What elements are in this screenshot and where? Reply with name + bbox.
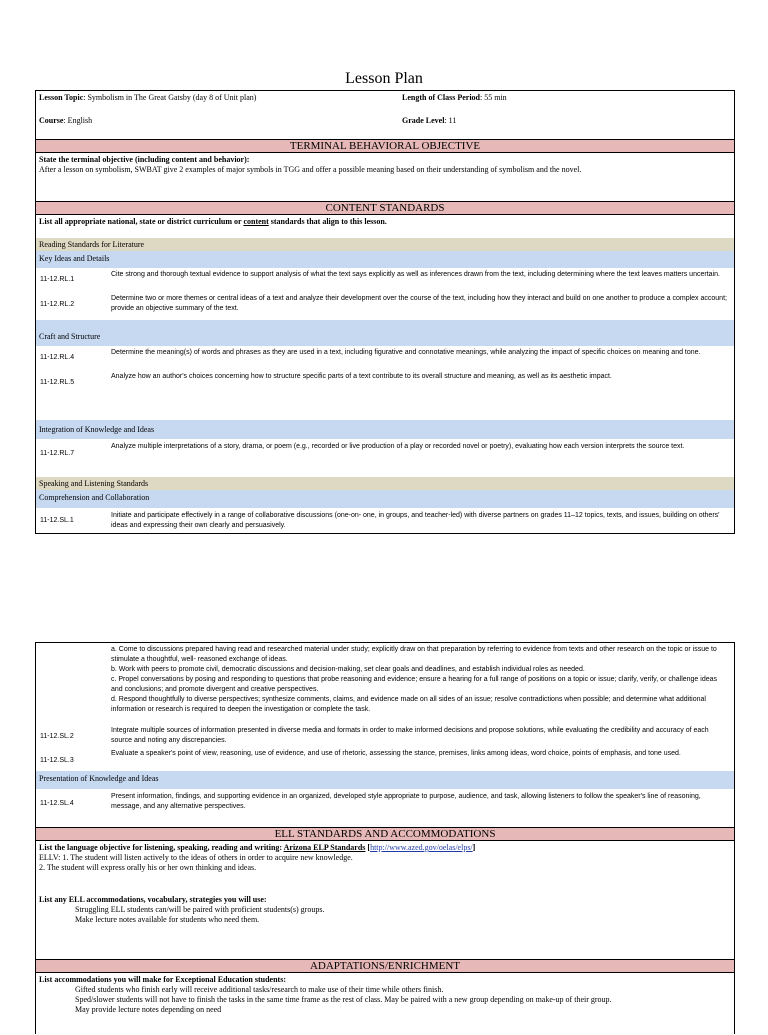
standard-subpoint: a. Come to discussions prepared having read and researched material under study; explicitly draw on that preparation by referring to evidence from texts and other research on the topic or issue to stimulate a thoughtful, well- reasoned exchange of ideas. b. Work with peers to promote civil, democratic discussions and decision-making, set clear goals and deadlines, and establish individual roles as needed. c. Propel conversations by posing and responding to questions that probe reasoning and evidence; ensure a hearing for a full range of positions on a topic or issue; clarify, verify, or challenge ideas and conclusions; and promote divergent and creative perspectives. d. Respond thoughtfully to diverse perspectives; synthesize comments, claims, and evidence made on all sides of an issue; resolve contradictions when possible; and determine what additional information or research is required to deepen the investigation or complete the task.: [111, 646, 717, 713]
ell-accommodation-1: Struggling ELL students can/will be paired with proficient students(s) groups.: [75, 905, 325, 914]
terminal-objective-header: TERMINAL BEHAVIORAL OBJECTIVE: [36, 139, 734, 153]
comprehension-row: Comprehension and Collaboration: [36, 490, 734, 508]
standard-code: 11-12.SL.1: [40, 517, 74, 524]
adaptations-prompt: List accommodations you will make for Exceptional Education students:: [39, 975, 286, 984]
elp-standards-link[interactable]: http://www.azed.gov/oelas/elps/: [370, 843, 473, 852]
class-length-label: Length of Class Period: [402, 93, 480, 102]
adaptation-2: Sped/slower students will not have to finish the tasks in the same time frame as the rest of class. May be paired with a new group depending on make-up of their group.: [75, 995, 612, 1004]
standard-code: 11-12.RL.7: [40, 450, 75, 457]
standard-row: [36, 268, 734, 292]
class-length-value: : 55 min: [480, 93, 507, 102]
ell-accommodations-prompt: List any ELL accommodations, vocabulary, strategies you will use:: [39, 895, 267, 904]
standard-row: [36, 346, 734, 370]
standard-code: 11-12.SL.2: [40, 733, 74, 740]
terminal-objective-section: [36, 153, 734, 201]
standard-row: [36, 292, 734, 320]
standard-description: Determine the meaning(s) of words and phrases as they are used in a text, including figurative and connotative meanings, while analyzing the impact of specific choices on meaning and tone.: [111, 349, 701, 356]
standard-description: Analyze how an author's choices concerning how to structure specific parts of a text contribute to its overall structure and meaning, as well as its aesthetic impact.: [111, 373, 612, 380]
presentation-row: Presentation of Knowledge and Ideas: [36, 771, 734, 789]
standard-code: 11-12.SL.4: [40, 800, 74, 807]
lesson-topic-label: Lesson Topic: [39, 93, 84, 102]
integration-row: Integration of Knowledge and Ideas: [36, 420, 734, 439]
standard-row: [36, 370, 734, 410]
ell-objective-1: ELLV: 1. The student will listen actively to the ideas of others in order to acquire new knowledge.: [39, 853, 353, 862]
standard-row: [36, 747, 734, 771]
standard-code: 11-12.RL.5: [40, 379, 75, 386]
course-value: : English: [63, 116, 93, 125]
content-standards-prompt: List all appropriate national, state or district curriculum or content standards that align to this lesson.: [39, 217, 387, 226]
ell-prompt: List the language objective for listening, speaking, reading and writing: Arizona ELP Standards [http://www.azed.gov/oelas/elps/]: [39, 843, 476, 852]
craft-structure-row: Craft and Structure: [36, 320, 734, 346]
standard-code: 11-12.RL.1: [40, 276, 75, 283]
standard-row: [36, 439, 734, 477]
adaptation-1: Gifted students who finish early will receive additional tasks/research to make use of their time while others finish.: [75, 985, 444, 994]
standard-code: 11-12.RL.4: [40, 354, 75, 361]
adaptation-3: May provide lecture notes depending on need: [75, 1005, 222, 1014]
standard-description: Present information, findings, and supporting evidence in an organized, developed style appropriate to purpose, audience, and task, allowing listeners to follow the speaker's line of reasoning, message, and any alternative perspectives.: [111, 793, 701, 810]
lesson-plan-page-2: [35, 642, 735, 1034]
standard-description: Cite strong and thorough textual evidence to support analysis of what the text says explicitly as well as inferences drawn from the text, including determining where the text leaves matters uncertain.: [111, 271, 720, 278]
info-section: [36, 91, 734, 139]
lesson-topic-value: : Symbolism in The Great Gatsby (day 8 of Unit plan): [83, 93, 257, 102]
standard-description: Analyze multiple interpretations of a story, drama, or poem (e.g., recorded or live production of a play or recorded novel or poetry), evaluating how each version interprets the source text.: [111, 443, 685, 450]
ell-accommodation-2: Make lecture notes available for students who need them.: [75, 915, 260, 924]
lesson-plan-page-1: [35, 90, 735, 534]
class-length: [402, 93, 507, 103]
grade-level: [402, 116, 456, 126]
standard-code: 11-12.SL.3: [40, 757, 74, 764]
reading-standards-row: Reading Standards for Literature: [36, 238, 734, 251]
standard-row: [36, 508, 734, 534]
adaptations-section: [36, 973, 734, 1035]
ell-objective-2: 2. The student will express orally his or her own thinking and ideas.: [39, 863, 257, 872]
course: [39, 116, 92, 126]
ell-section: [36, 841, 734, 959]
standard-description: Initiate and participate effectively in a range of collaborative discussions (one-on- one, in groups, and teacher-led) with diverse partners on grades 11–12 topics, texts, and issues, building on others' ideas and expressing their own clearly and persuasively.: [111, 512, 720, 529]
grade-level-label: Grade Level: [402, 116, 445, 125]
adaptations-header: ADAPTATIONS/ENRICHMENT: [36, 959, 734, 973]
standard-description: Determine two or more themes or central ideas of a text and analyze their development over the course of the text, including how they interact and build on one another to produce a complex account; provide an objective summary of the text.: [111, 295, 727, 312]
standard-row: [36, 789, 734, 827]
speaking-standards-row: Speaking and Listening Standards: [36, 477, 734, 490]
terminal-objective-prompt: State the terminal objective (including content and behavior):: [39, 155, 250, 164]
standard-description: Evaluate a speaker's point of view, reasoning, use of evidence, and use of rhetoric, assessing the stance, premises, links among ideas, word choice, points of emphasis, and tone used.: [111, 750, 681, 757]
ell-header: ELL STANDARDS AND ACCOMMODATIONS: [36, 827, 734, 841]
standard-row: [36, 723, 734, 747]
page-title: Lesson Plan: [345, 70, 423, 87]
key-ideas-row: Key Ideas and Details: [36, 251, 734, 268]
course-label: Course: [39, 116, 64, 125]
content-standards-header: CONTENT STANDARDS: [36, 201, 734, 215]
lesson-topic: [39, 93, 256, 103]
standard-code: 11-12.RL.2: [40, 301, 75, 308]
standard-description: Integrate multiple sources of information presented in diverse media and formats in order to make informed decisions and propose solutions, while evaluating the credibility and accuracy of each source and noting any discrepancies.: [111, 727, 709, 744]
terminal-objective-text: After a lesson on symbolism, SWBAT give 2 examples of major symbols in TGG and offer a possible meaning based on their understanding of symbolism and the novel.: [39, 165, 582, 174]
grade-level-value: : 11: [444, 116, 457, 125]
